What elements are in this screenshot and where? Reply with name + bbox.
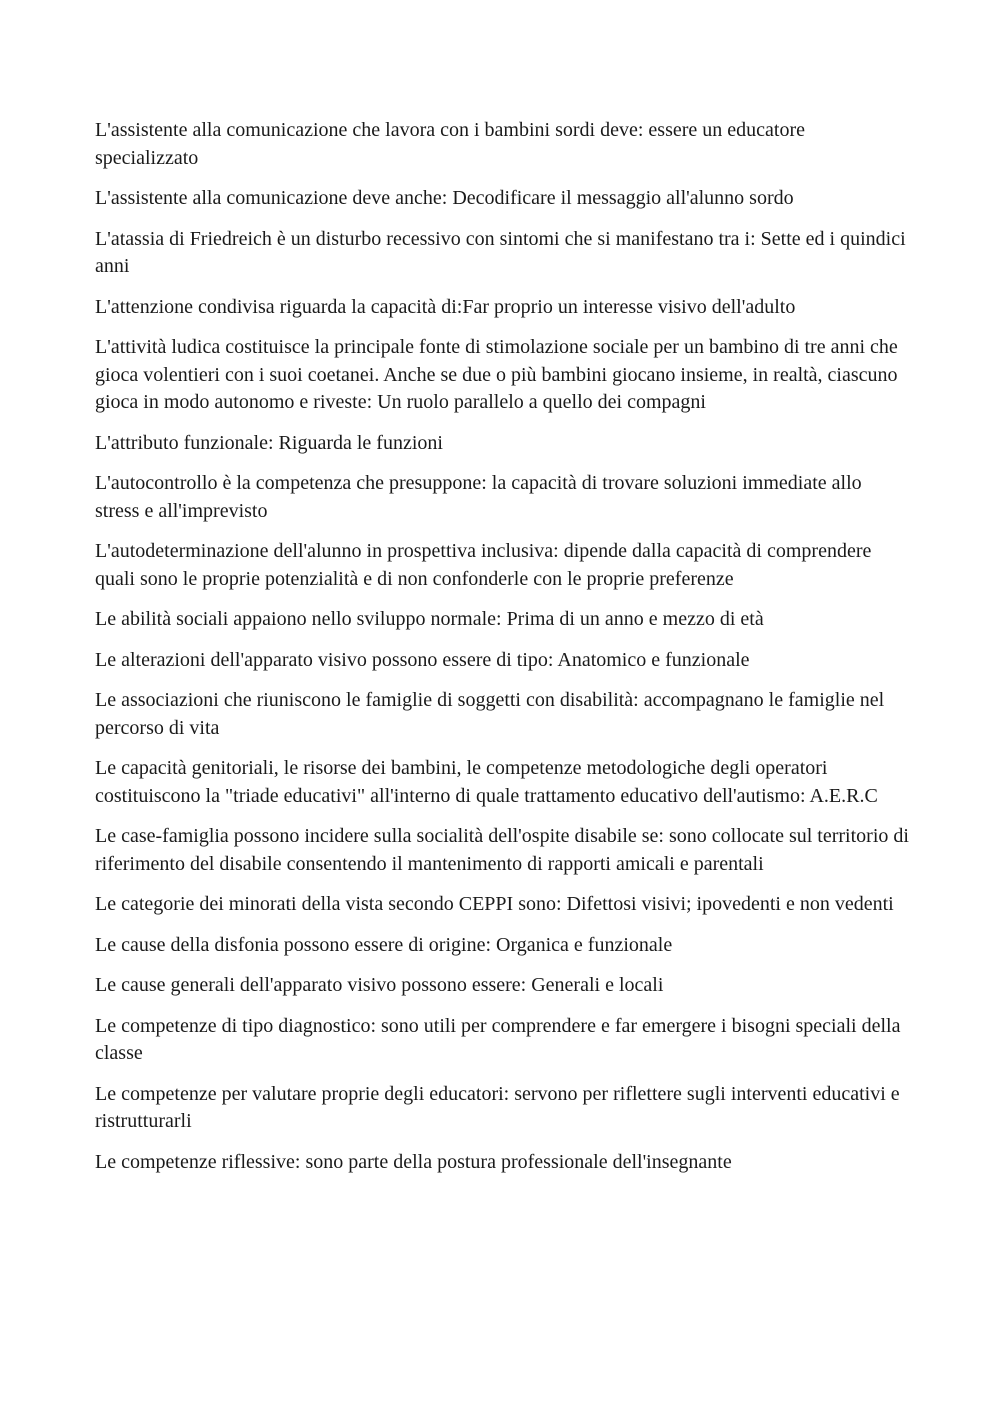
entry: Le competenze di tipo diagnostico: sono utili per comprendere e far emergere i bisogni speciali della classe <box>95 1014 901 1064</box>
entry: Le competenze per valutare proprie degli educatori: servono per riflettere sugli interventi educativi e ristrutturarli <box>95 1082 900 1132</box>
entry: Le cause della disfonia possono essere di origine: Organica e funzionale <box>95 933 673 956</box>
entry: L'assistente alla comunicazione che lavora con i bambini sordi deve: essere un educatore specializzato <box>95 119 805 169</box>
entry: L'attenzione condivisa riguarda la capacità di:Far proprio un interesse visivo dell'adulto <box>95 295 796 318</box>
entry: Le categorie dei minorati della vista secondo CEPPI sono: Difettosi visivi; ipovedenti e non vedenti <box>95 893 894 915</box>
entry: Le cause generali dell'apparato visivo possono essere: Generali e locali <box>95 974 664 996</box>
entry: Le abilità sociali appaiono nello sviluppo normale: Prima di un anno e mezzo di età <box>95 608 764 630</box>
entry: L'autocontrollo è la competenza che presuppone: la capacità di trovare soluzioni immediate allo stress e all'imprevisto <box>95 472 862 522</box>
entry: L'attività ludica costituisce la principale fonte di stimolazione sociale per un bambino di tre anni che gioca volentieri con i suoi coetanei. Anche se due o più bambini giocano insieme, in realtà, ciascuno gioca in modo autonomo e riveste: Un ruolo parallelo a quello dei compagni <box>95 336 898 413</box>
entry: Le capacità genitoriali, le risorse dei bambini, le competenze metodologiche degli operatori costituiscono la "triade educativi" all'interno di quale trattamento educativo dell'autismo: A.E.R.C <box>95 757 878 807</box>
entry: L'assistente alla comunicazione deve anche: Decodificare il messaggio all'alunno sordo <box>95 187 794 209</box>
entry: Le competenze riflessive: sono parte della postura professionale dell'insegnante <box>95 1150 732 1173</box>
entry: L'atassia di Friedreich è un disturbo recessivo con sintomi che si manifestano tra i: Sette ed i quindici anni <box>95 227 906 277</box>
entry: L'attributo funzionale: Riguarda le funzioni <box>95 431 443 454</box>
entry: L'autodeterminazione dell'alunno in prospettiva inclusiva: dipende dalla capacità di comprendere quali sono le proprie potenzialità e di non confonderle con le proprie preferenze <box>95 540 872 590</box>
entry: Le alterazioni dell'apparato visivo possono essere di tipo: Anatomico e funzionale <box>95 648 750 671</box>
entry: Le associazioni che riuniscono le famiglie di soggetti con disabilità: accompagnano le famiglie nel percorso di vita <box>95 689 885 739</box>
entry: Le case-famiglia possono incidere sulla socialità dell'ospite disabile se: sono collocate sul territorio di riferimento del disabile consentendo il mantenimento di rapporti amicali e parentali <box>95 825 909 875</box>
document-page <box>95 117 910 1189</box>
